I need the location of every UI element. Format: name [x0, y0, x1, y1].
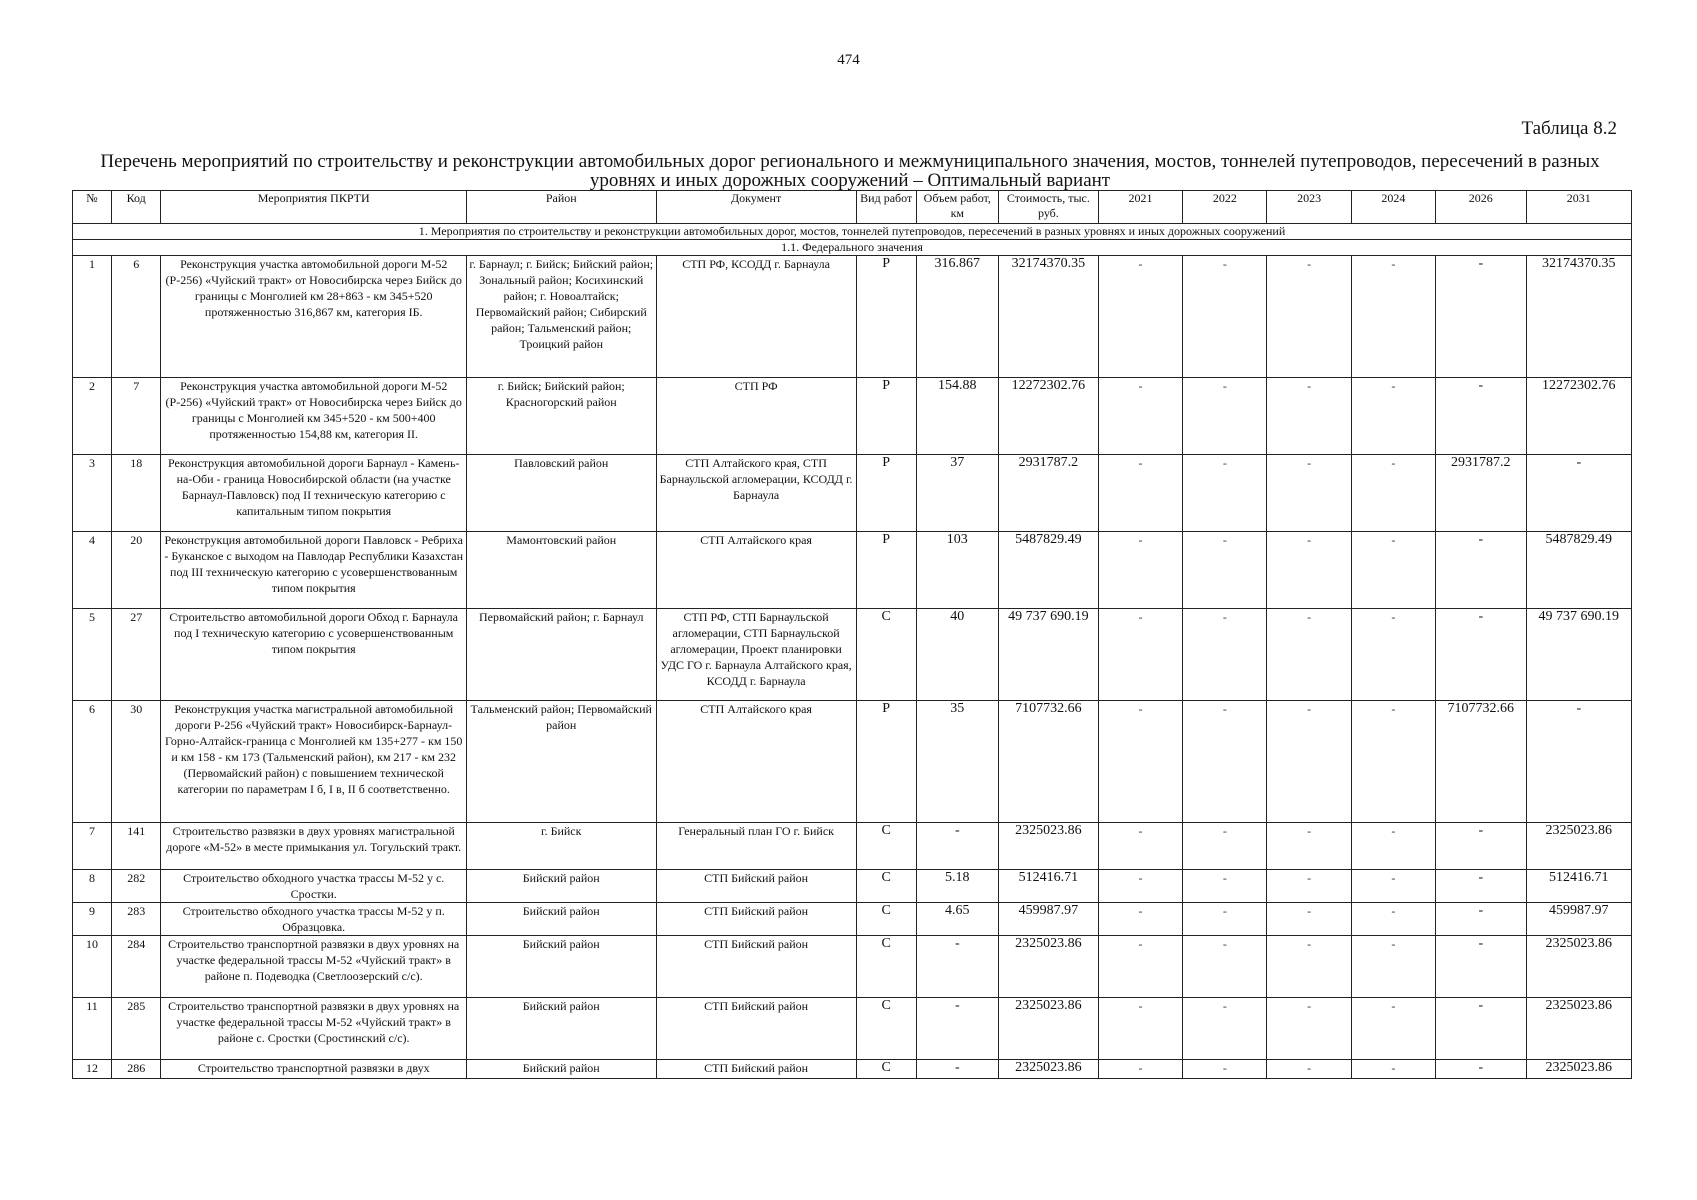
- header-document: Документ: [656, 191, 856, 224]
- cell-document: СТП РФ, СТП Барнаульской агломерации, СТП Барнаульской агломерации, Проект планировки УДС ГО г. Барнаула Алтайского края, КСОДД г. Барнаула: [656, 609, 856, 701]
- cell-2024: -: [1351, 609, 1435, 701]
- cell-cost: 49 737 690.19: [998, 609, 1098, 701]
- table-row: [73, 936, 1632, 998]
- cell-2022: -: [1183, 936, 1267, 998]
- table-row: [73, 701, 1632, 823]
- cell-work-type: С: [856, 936, 916, 998]
- table-row: [73, 998, 1632, 1060]
- header-code: Код: [111, 191, 161, 224]
- cell-2023: -: [1267, 256, 1351, 378]
- cell-measure: Реконструкция автомобильной дороги Павловск - Ребриха - Буканское с выходом на Павлодар Республики Казахстан под III техническую категорию с усовершенствованным типом покрытия: [161, 532, 466, 609]
- cell-2022: -: [1183, 998, 1267, 1060]
- cell-cost: 7107732.66: [998, 701, 1098, 823]
- cell-work-type: С: [856, 1060, 916, 1079]
- cell-cost: 2325023.86: [998, 936, 1098, 998]
- cell-2024: -: [1351, 823, 1435, 870]
- cell-2031: 32174370.35: [1526, 256, 1631, 378]
- cell-work-volume: -: [916, 998, 998, 1060]
- cell-2031: 12272302.76: [1526, 378, 1631, 455]
- cell-measure: Строительство транспортной развязки в двух уровнях на участке федеральной трассы М-52 «Чуйский тракт» в районе с. Сростки (Сростинский с/с).: [161, 998, 466, 1060]
- header-2022: 2022: [1183, 191, 1267, 224]
- cell-work-volume: 316.867: [916, 256, 998, 378]
- cell-no: 10: [73, 936, 112, 998]
- cell-code: 284: [111, 936, 161, 998]
- cell-2026: -: [1435, 998, 1526, 1060]
- cell-cost: 512416.71: [998, 870, 1098, 903]
- cell-district: Тальменский район; Первомайский район: [466, 701, 656, 823]
- cell-measure: Строительство автомобильной дороги Обход г. Барнаула под I техническую категорию с усовершенствованным типом покрытия: [161, 609, 466, 701]
- cell-no: 7: [73, 823, 112, 870]
- cell-work-volume: 35: [916, 701, 998, 823]
- cell-code: 20: [111, 532, 161, 609]
- table-row: [73, 256, 1632, 378]
- cell-2024: -: [1351, 378, 1435, 455]
- cell-2022: -: [1183, 870, 1267, 903]
- cell-2021: -: [1098, 532, 1182, 609]
- cell-code: 7: [111, 378, 161, 455]
- cell-document: СТП Бийский район: [656, 998, 856, 1060]
- cell-work-volume: 37: [916, 455, 998, 532]
- cell-no: 11: [73, 998, 112, 1060]
- cell-work-volume: 4.65: [916, 903, 998, 936]
- header-work-type: Вид работ: [856, 191, 916, 224]
- cell-measure: Реконструкция автомобильной дороги Барнаул - Камень-на-Оби - граница Новосибирской области (на участке Барнаул-Павловск) под II техническую категорию с капитальным типом покрытия: [161, 455, 466, 532]
- cell-work-volume: -: [916, 823, 998, 870]
- cell-work-volume: -: [916, 1060, 998, 1079]
- table-row: [73, 903, 1632, 936]
- cell-2031: 2325023.86: [1526, 936, 1631, 998]
- cell-cost: 12272302.76: [998, 378, 1098, 455]
- cell-district: Бийский район: [466, 998, 656, 1060]
- cell-2021: -: [1098, 823, 1182, 870]
- cell-measure: Строительство транспортной развязки в двух: [161, 1060, 466, 1079]
- cell-2022: -: [1183, 256, 1267, 378]
- cell-district: Павловский район: [466, 455, 656, 532]
- cell-document: СТП Алтайского края: [656, 532, 856, 609]
- cell-2024: -: [1351, 936, 1435, 998]
- cell-2023: -: [1267, 903, 1351, 936]
- cell-2026: -: [1435, 532, 1526, 609]
- cell-2023: -: [1267, 870, 1351, 903]
- cell-district: г. Бийск; Бийский район; Красногорский район: [466, 378, 656, 455]
- cell-cost: 32174370.35: [998, 256, 1098, 378]
- cell-code: 282: [111, 870, 161, 903]
- document-title: Перечень мероприятий по строительству и реконструкции автомобильных дорог регионального и межмуниципального значения, мостов, тоннелей путепроводов, пересечений в разных уровнях и иных дорожных сооружений – Оптимальный вариант: [100, 151, 1600, 191]
- cell-cost: 2325023.86: [998, 1060, 1098, 1079]
- table-row: [73, 823, 1632, 870]
- cell-2023: -: [1267, 532, 1351, 609]
- cell-2022: -: [1183, 609, 1267, 701]
- cell-2031: 5487829.49: [1526, 532, 1631, 609]
- cell-2031: 459987.97: [1526, 903, 1631, 936]
- cell-work-volume: 5.18: [916, 870, 998, 903]
- cell-no: 8: [73, 870, 112, 903]
- cell-code: 285: [111, 998, 161, 1060]
- cell-work-volume: 154.88: [916, 378, 998, 455]
- page-number: 474: [837, 52, 860, 68]
- cell-2022: -: [1183, 455, 1267, 532]
- cell-2023: -: [1267, 1060, 1351, 1079]
- header-no: №: [73, 191, 112, 224]
- cell-document: СТП Алтайского края, СТП Барнаульской агломерации, КСОДД г. Барнаула: [656, 455, 856, 532]
- cell-2026: -: [1435, 936, 1526, 998]
- cell-code: 141: [111, 823, 161, 870]
- cell-2021: -: [1098, 701, 1182, 823]
- cell-2024: -: [1351, 256, 1435, 378]
- cell-work-volume: -: [916, 936, 998, 998]
- cell-work-volume: 103: [916, 532, 998, 609]
- cell-measure: Строительство транспортной развязки в двух уровнях на участке федеральной трассы М-52 «Чуйский тракт» в районе п. Подеводка (Светлоозерский с/с).: [161, 936, 466, 998]
- cell-no: 12: [73, 1060, 112, 1079]
- cell-2021: -: [1098, 998, 1182, 1060]
- cell-cost: 459987.97: [998, 903, 1098, 936]
- cell-work-type: С: [856, 870, 916, 903]
- cell-no: 1: [73, 256, 112, 378]
- cell-no: 2: [73, 378, 112, 455]
- cell-document: СТП Бийский район: [656, 1060, 856, 1079]
- cell-2021: -: [1098, 936, 1182, 998]
- header-2023: 2023: [1267, 191, 1351, 224]
- cell-district: Бийский район: [466, 903, 656, 936]
- cell-2031: 2325023.86: [1526, 998, 1631, 1060]
- cell-2021: -: [1098, 870, 1182, 903]
- cell-2021: -: [1098, 256, 1182, 378]
- cell-2026: -: [1435, 609, 1526, 701]
- header-measure: Мероприятия ПКРТИ: [161, 191, 466, 224]
- header-2031: 2031: [1526, 191, 1631, 224]
- cell-2023: -: [1267, 998, 1351, 1060]
- cell-measure: Реконструкция участка автомобильной дороги М-52 (Р-256) «Чуйский тракт» от Новосибирска через Бийск до границы с Монголией км 28+863 - км 345+520 протяженностью 316,867 км, категория IБ.: [161, 256, 466, 378]
- table-row: [73, 609, 1632, 701]
- cell-district: Бийский район: [466, 1060, 656, 1079]
- cell-work-type: С: [856, 998, 916, 1060]
- table-row: [73, 455, 1632, 532]
- cell-2022: -: [1183, 701, 1267, 823]
- cell-cost: 2325023.86: [998, 823, 1098, 870]
- cell-document: СТП Бийский район: [656, 870, 856, 903]
- cell-2023: -: [1267, 936, 1351, 998]
- cell-measure: Строительство обходного участка трассы М-52 у с. Сростки.: [161, 870, 466, 903]
- header-district: Район: [466, 191, 656, 224]
- cell-no: 3: [73, 455, 112, 532]
- cell-work-type: С: [856, 609, 916, 701]
- cell-2026: 2931787.2: [1435, 455, 1526, 532]
- table-row: [73, 378, 1632, 455]
- cell-2022: -: [1183, 378, 1267, 455]
- cell-code: 283: [111, 903, 161, 936]
- cell-document: СТП РФ, КСОДД г. Барнаула: [656, 256, 856, 378]
- cell-district: Первомайский район; г. Барнаул: [466, 609, 656, 701]
- cell-2022: -: [1183, 823, 1267, 870]
- cell-2026: -: [1435, 903, 1526, 936]
- cell-2023: -: [1267, 378, 1351, 455]
- cell-2022: -: [1183, 903, 1267, 936]
- cell-2024: -: [1351, 870, 1435, 903]
- cell-2022: -: [1183, 532, 1267, 609]
- cell-2024: -: [1351, 455, 1435, 532]
- cell-code: 30: [111, 701, 161, 823]
- cell-2021: -: [1098, 1060, 1182, 1079]
- cell-district: г. Барнаул; г. Бийск; Бийский район; Зональный район; Косихинский район; г. Новоалтайск; Первомайский район; Сибирский район; Тальменский район; Троицкий район: [466, 256, 656, 378]
- cell-code: 286: [111, 1060, 161, 1079]
- cell-district: г. Бийск: [466, 823, 656, 870]
- cell-document: Генеральный план ГО г. Бийск: [656, 823, 856, 870]
- table-row: [73, 1060, 1632, 1079]
- cell-2026: 7107732.66: [1435, 701, 1526, 823]
- header-work-volume: Объем работ, км: [916, 191, 998, 224]
- cell-2023: -: [1267, 609, 1351, 701]
- cell-code: 27: [111, 609, 161, 701]
- cell-no: 6: [73, 701, 112, 823]
- cell-document: СТП Бийский район: [656, 936, 856, 998]
- table-label: Таблица 8.2: [1521, 118, 1617, 139]
- cell-work-type: Р: [856, 256, 916, 378]
- cell-measure: Реконструкция участка магистральной автомобильной дороги Р-256 «Чуйский тракт» Новосибирск-Барнаул-Горно-Алтайск-граница с Монголией км 135+277 - км 150 и км 158 - км 173 (Тальменский район), км 217 - км 232 (Первомайский район) с повышением технической категории по параметрам I б, I в, II б соответственно.: [161, 701, 466, 823]
- cell-code: 6: [111, 256, 161, 378]
- cell-2021: -: [1098, 903, 1182, 936]
- cell-2031: -: [1526, 701, 1631, 823]
- subsection-heading-row: [73, 240, 1632, 256]
- cell-work-volume: 40: [916, 609, 998, 701]
- cell-2026: -: [1435, 823, 1526, 870]
- header-2026: 2026: [1435, 191, 1526, 224]
- cell-document: СТП Бийский район: [656, 903, 856, 936]
- subsection-heading: 1.1. Федерального значения: [73, 240, 1632, 256]
- cell-district: Мамонтовский район: [466, 532, 656, 609]
- cell-2024: -: [1351, 532, 1435, 609]
- cell-document: СТП РФ: [656, 378, 856, 455]
- cell-2031: -: [1526, 455, 1631, 532]
- cell-work-type: С: [856, 823, 916, 870]
- cell-measure: Строительство обходного участка трассы М-52 у п. Образцовка.: [161, 903, 466, 936]
- cell-no: 4: [73, 532, 112, 609]
- cell-2021: -: [1098, 378, 1182, 455]
- cell-work-type: Р: [856, 701, 916, 823]
- measures-table: [72, 190, 1632, 1079]
- table-row: [73, 870, 1632, 903]
- table-row: [73, 532, 1632, 609]
- header-cost: Стоимость, тыс. руб.: [998, 191, 1098, 224]
- cell-2031: 2325023.86: [1526, 1060, 1631, 1079]
- cell-cost: 2325023.86: [998, 998, 1098, 1060]
- cell-2026: -: [1435, 378, 1526, 455]
- section-heading-row: [73, 224, 1632, 240]
- cell-district: Бийский район: [466, 936, 656, 998]
- cell-2023: -: [1267, 701, 1351, 823]
- cell-2031: 512416.71: [1526, 870, 1631, 903]
- cell-2024: -: [1351, 701, 1435, 823]
- cell-measure: Реконструкция участка автомобильной дороги М-52 (Р-256) «Чуйский тракт» от Новосибирска через Бийск до границы с Монголией км 345+520 - км 500+400 протяженностью 154,88 км, категория II.: [161, 378, 466, 455]
- cell-2031: 2325023.86: [1526, 823, 1631, 870]
- cell-2021: -: [1098, 455, 1182, 532]
- section-heading: 1. Мероприятия по строительству и реконструкции автомобильных дорог, мостов, тоннелей путепроводов, пересечений в разных уровнях и иных дорожных сооружений: [73, 224, 1632, 240]
- cell-2023: -: [1267, 455, 1351, 532]
- cell-2026: -: [1435, 256, 1526, 378]
- cell-2021: -: [1098, 609, 1182, 701]
- header-2024: 2024: [1351, 191, 1435, 224]
- table-header-row: [73, 191, 1632, 224]
- cell-work-type: Р: [856, 378, 916, 455]
- cell-2024: -: [1351, 998, 1435, 1060]
- cell-work-type: Р: [856, 455, 916, 532]
- cell-2022: -: [1183, 1060, 1267, 1079]
- cell-district: Бийский район: [466, 870, 656, 903]
- cell-code: 18: [111, 455, 161, 532]
- cell-2024: -: [1351, 1060, 1435, 1079]
- cell-cost: 2931787.2: [998, 455, 1098, 532]
- cell-2023: -: [1267, 823, 1351, 870]
- cell-2026: -: [1435, 870, 1526, 903]
- cell-work-type: С: [856, 903, 916, 936]
- cell-2031: 49 737 690.19: [1526, 609, 1631, 701]
- cell-2024: -: [1351, 903, 1435, 936]
- header-2021: 2021: [1098, 191, 1182, 224]
- cell-cost: 5487829.49: [998, 532, 1098, 609]
- cell-measure: Строительство развязки в двух уровнях магистральной дороге «М-52» в месте примыкания ул. Тогульский тракт.: [161, 823, 466, 870]
- cell-no: 9: [73, 903, 112, 936]
- cell-work-type: Р: [856, 532, 916, 609]
- cell-no: 5: [73, 609, 112, 701]
- cell-2026: -: [1435, 1060, 1526, 1079]
- cell-document: СТП Алтайского края: [656, 701, 856, 823]
